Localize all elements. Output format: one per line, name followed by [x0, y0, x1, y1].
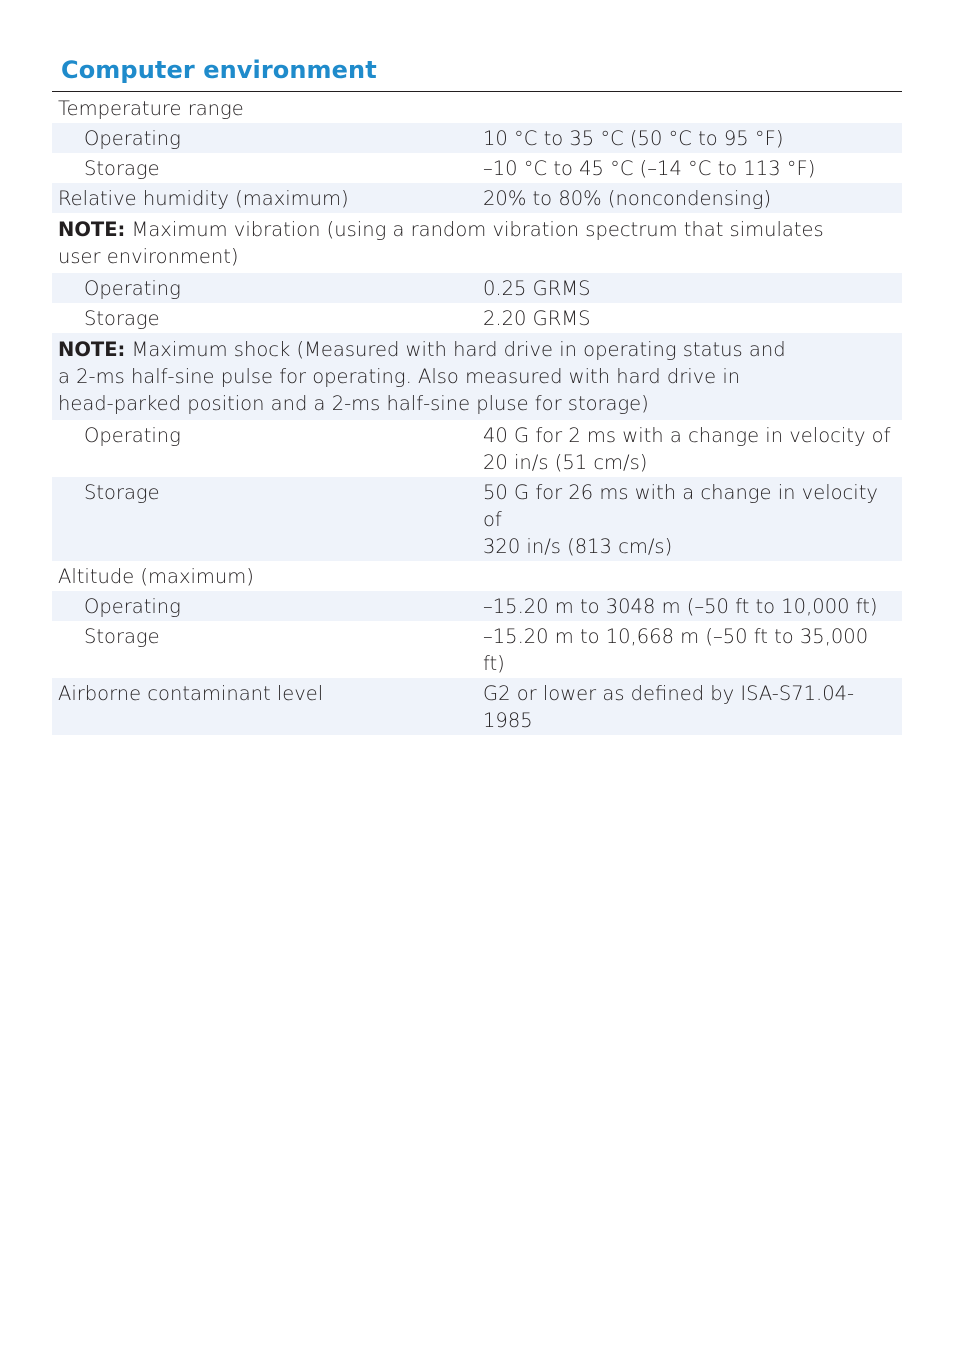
- row-value: 20% to 80% (noncondensing): [477, 183, 902, 213]
- altitude-header: Altitude (maximum): [58, 565, 254, 588]
- table-row: [52, 153, 902, 183]
- value-line: 50 G for 26 ms with a change in velocity of: [483, 481, 878, 531]
- note-text: Maximum vibration (using a random vibration spectrum that simulates: [125, 218, 824, 241]
- table-row: [52, 420, 902, 477]
- environment-spec-table: [52, 93, 902, 735]
- row-label: Operating: [52, 273, 477, 303]
- table-row: [52, 183, 902, 213]
- title-divider: [52, 91, 902, 92]
- table-row: [52, 591, 902, 621]
- row-label: Storage: [52, 477, 477, 561]
- section-title: Computer environment: [61, 56, 377, 84]
- value-line: 320 in/s (813 cm/s): [483, 535, 673, 558]
- row-value: –15.20 m to 3048 m (–50 ft to 10,000 ft): [477, 591, 902, 621]
- row-label: Storage: [84, 307, 160, 330]
- table-row: [52, 123, 902, 153]
- note-row: [52, 333, 902, 420]
- row-value: [477, 420, 902, 477]
- note-text: a 2-ms half-sine pulse for operating. Also measured with hard drive in: [58, 365, 741, 388]
- row-label: Relative humidity (maximum): [52, 183, 477, 213]
- note-row: [52, 213, 902, 273]
- row-label: Storage: [84, 625, 160, 648]
- temperature-header: Temperature range: [58, 97, 244, 120]
- row-value: –10 °C to 45 °C (–14 °C to 113 °F): [483, 157, 816, 180]
- row-value: –15.20 m to 10,668 m (–50 ft to 35,000 ft): [483, 625, 869, 675]
- shock-note: [52, 333, 902, 420]
- note-label: NOTE:: [58, 338, 126, 361]
- value-line: 40 G for 2 ms with a change in velocity of: [483, 424, 891, 447]
- row-label: Operating: [52, 123, 477, 153]
- row-label: Airborne contaminant level: [52, 678, 477, 735]
- table-row: [52, 678, 902, 735]
- note-text: Maximum shock (Measured with hard drive in operating status and: [125, 338, 786, 361]
- row-label: Operating: [84, 424, 181, 447]
- row-value: [477, 477, 902, 561]
- row-value: 2.20 GRMS: [483, 307, 591, 330]
- table-row: [52, 561, 902, 591]
- row-label: Storage: [84, 157, 160, 180]
- table-row: [52, 621, 902, 678]
- table-row: [52, 477, 902, 561]
- vibration-note: [52, 213, 902, 273]
- table-row: [52, 303, 902, 333]
- row-value: G2 or lower as defined by ISA-S71.04-1985: [477, 678, 902, 735]
- value-line: 20 in/s (51 cm/s): [483, 451, 648, 474]
- note-label: NOTE:: [58, 218, 126, 241]
- table-row: [52, 93, 902, 123]
- table-row: [52, 273, 902, 303]
- row-value: 0.25 GRMS: [477, 273, 902, 303]
- note-text: user environment): [58, 245, 239, 268]
- row-value: 10 °C to 35 °C (50 °C to 95 °F): [477, 123, 902, 153]
- row-label: Operating: [52, 591, 477, 621]
- note-text: head-parked position and a 2-ms half-sine pluse for storage): [58, 392, 649, 415]
